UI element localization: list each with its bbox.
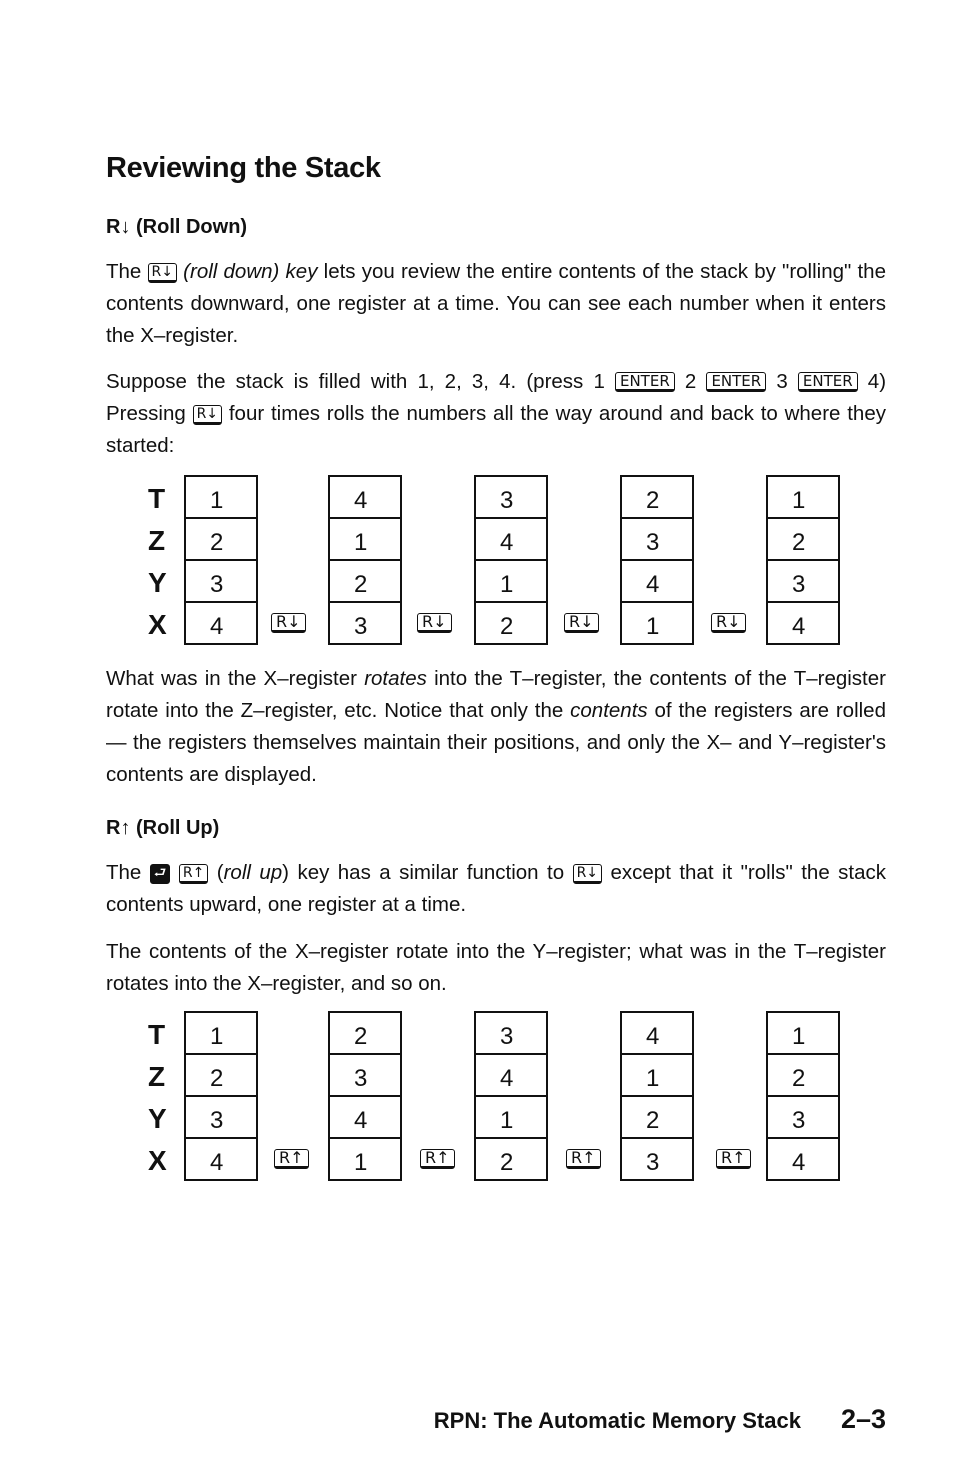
register-cell: 1 xyxy=(622,1055,692,1097)
register-cell: 4 xyxy=(792,613,806,640)
register-cell: 4 xyxy=(476,1055,546,1097)
register-cell: 3 xyxy=(622,519,692,561)
chapter-title: RPN: The Automatic Memory Stack xyxy=(433,1408,801,1433)
roll-up-paragraph-1: The ⮐ R↑ (roll up) key has a similar function to R↓ except that it "rolls" the stack contents upward, one register at a time. xyxy=(106,861,887,916)
register-labels xyxy=(148,1011,178,1179)
roll-down-key-icon: R↓ xyxy=(417,613,452,633)
stack-state xyxy=(328,1011,402,1181)
roll-down-key-icon: R↓ xyxy=(573,864,602,884)
register-cell: 4 xyxy=(476,519,546,561)
register-cell: 1 xyxy=(476,561,546,603)
roll-up-key-icon: R↑ xyxy=(274,1149,309,1169)
roll-up-key-icon: R↑ xyxy=(179,864,208,884)
roll-down-diagram xyxy=(106,475,886,647)
register-cell: 1 xyxy=(186,1013,256,1055)
roll-down-paragraph-3: What was in the X–register rotates into the T–register, the contents of the T–register rotate into the Z–register, etc. Notice that only the contents of the registers are rolled — the registers themselves maintain their positions, and only the X– and Y–register's contents are displayed. xyxy=(106,667,886,786)
roll-down-heading: R↓ (Roll Down) xyxy=(106,216,248,238)
stack-state xyxy=(766,475,840,645)
stack-state xyxy=(328,475,402,645)
register-cell: 3 xyxy=(354,613,368,640)
register-cell: 2 xyxy=(186,519,256,561)
register-cell: 4 xyxy=(622,1013,692,1055)
stack-state xyxy=(620,1011,694,1181)
enter-key-icon: ENTER xyxy=(706,372,766,392)
page-footer xyxy=(106,1404,886,1435)
register-label-t: T xyxy=(148,1019,166,1050)
register-label-y: Y xyxy=(148,567,167,598)
register-cell: 3 xyxy=(186,561,256,603)
register-cell: 1 xyxy=(476,1097,546,1139)
stack-state xyxy=(474,475,548,645)
stack-state xyxy=(184,475,258,645)
page-number: 2–3 xyxy=(840,1404,886,1434)
register-cell: 4 xyxy=(210,1149,224,1176)
register-cell: 4 xyxy=(622,561,692,603)
roll-down-paragraph-2: Suppose the stack is filled with 1, 2, 3, 4. (press 1 ENTER 2 ENTER 3 ENTER 4) Pressing R↓ four times rolls the numbers all the way around and back to where they started: xyxy=(106,370,887,457)
roll-down-key-icon: R↓ xyxy=(564,613,599,633)
register-cell: 1 xyxy=(768,477,838,519)
register-cell: 3 xyxy=(330,1055,400,1097)
register-cell: 1 xyxy=(186,477,256,519)
register-cell: 4 xyxy=(330,1097,400,1139)
stack-state xyxy=(474,1011,548,1181)
register-cell: 3 xyxy=(646,1149,660,1176)
register-cell: 2 xyxy=(500,1149,514,1176)
stack-state xyxy=(620,475,694,645)
register-cell: 2 xyxy=(768,1055,838,1097)
register-cell: 2 xyxy=(768,519,838,561)
roll-down-key-icon: R↓ xyxy=(148,263,177,283)
stack-state xyxy=(184,1011,258,1181)
register-labels xyxy=(148,475,178,643)
roll-up-heading: R↑ (Roll Up) xyxy=(106,817,220,839)
register-cell: 3 xyxy=(768,561,838,603)
register-cell: 3 xyxy=(186,1097,256,1139)
roll-up-key-icon: R↑ xyxy=(716,1149,751,1169)
register-cell: 2 xyxy=(622,1097,692,1139)
roll-down-key-icon: R↓ xyxy=(193,405,222,425)
register-cell: 1 xyxy=(768,1013,838,1055)
roll-down-key-icon: R↓ xyxy=(711,613,746,633)
roll-up-key-icon: R↑ xyxy=(566,1149,601,1169)
roll-up-key-icon: R↑ xyxy=(420,1149,455,1169)
register-cell: 3 xyxy=(476,477,546,519)
register-label-z: Z xyxy=(148,525,166,556)
register-label-x: X xyxy=(148,1145,167,1176)
register-cell: 1 xyxy=(354,1149,368,1176)
roll-up-paragraph-2: The contents of the X–register rotate into the Y–register; what was in the T–register rotates into the X–register, and so on. xyxy=(106,940,886,995)
register-cell: 4 xyxy=(330,477,400,519)
register-cell: 2 xyxy=(622,477,692,519)
register-label-x: X xyxy=(148,609,167,640)
enter-key-icon: ENTER xyxy=(798,372,858,392)
register-cell: 2 xyxy=(330,561,400,603)
register-cell: 4 xyxy=(210,613,224,640)
page-title: Reviewing the Stack xyxy=(106,152,381,184)
register-cell: 4 xyxy=(792,1149,806,1176)
roll-up-diagram xyxy=(106,1011,886,1183)
register-label-t: T xyxy=(148,483,166,514)
register-label-z: Z xyxy=(148,1061,166,1092)
stack-state xyxy=(766,1011,840,1181)
enter-key-icon: ENTER xyxy=(615,372,675,392)
shift-key-icon: ⮐ xyxy=(150,864,171,884)
register-label-y: Y xyxy=(148,1103,167,1134)
register-cell: 1 xyxy=(646,613,660,640)
roll-down-paragraph-1: The R↓ (roll down) key lets you review the entire contents of the stack by "rolling" the contents downward, one register at a time. You can see each number when it enters the X–register. xyxy=(106,260,886,347)
register-cell: 2 xyxy=(330,1013,400,1055)
register-cell: 3 xyxy=(476,1013,546,1055)
register-cell: 2 xyxy=(500,613,514,640)
register-cell: 3 xyxy=(768,1097,838,1139)
register-cell: 1 xyxy=(330,519,400,561)
register-cell: 2 xyxy=(186,1055,256,1097)
roll-down-key-icon: R↓ xyxy=(271,613,306,633)
